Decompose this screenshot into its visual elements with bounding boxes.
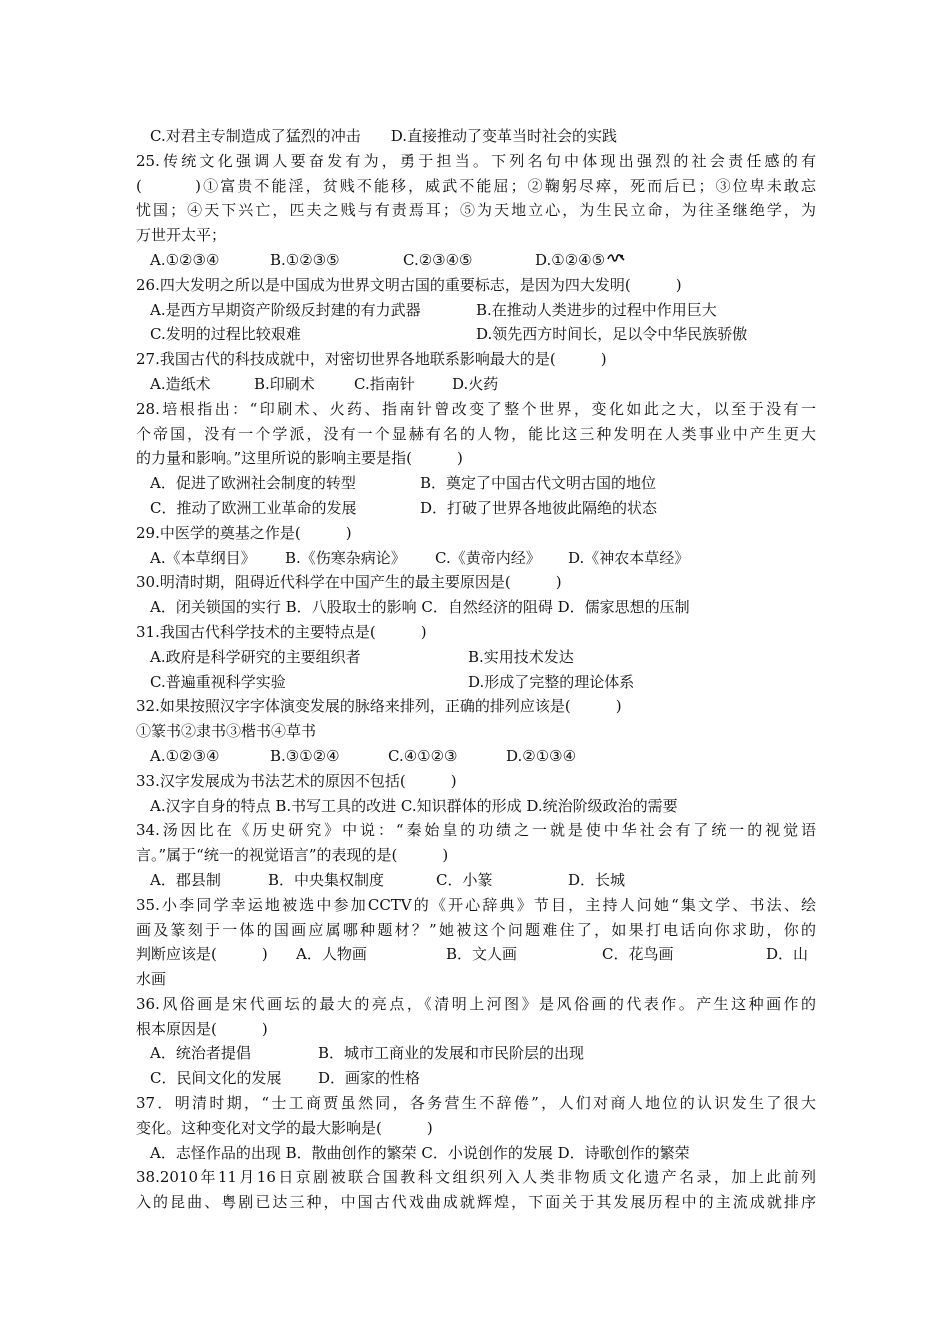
q35-option-a: A．人物画 xyxy=(296,945,367,964)
q26-option-a: A.是西方早期资产阶级反封建的有力武器 xyxy=(150,300,421,319)
q25-stem-4: 万世开太平； xyxy=(136,226,227,245)
q34-stem-2: 言。”属于“统一的视觉语言”的表现的是( ) xyxy=(136,846,449,865)
q32-stem: 32.如果按照汉字字体演变发展的脉络来排列，正确的排列应该是( ) xyxy=(136,697,622,716)
q32-option-c: C.④①②③ xyxy=(388,746,458,765)
q35-stem-4: 水画 xyxy=(136,970,167,989)
q24-option-d: D.直接推动了变革当时社会的实践 xyxy=(390,127,617,145)
q29-stem: 29.中医学的奠基之作是( ) xyxy=(136,523,352,542)
q37-stem-2: 变化。这种变化对文学的最大影响是( ) xyxy=(136,1118,433,1137)
q32-option-a: A.①②③④ xyxy=(150,746,220,765)
q35-stem-3 xyxy=(136,942,816,967)
q31-options-1 xyxy=(136,645,816,670)
q25-option-a: A.①②③④ xyxy=(150,250,220,269)
q36-options-2 xyxy=(136,1066,816,1091)
q35-option-d: D．山 xyxy=(766,945,809,964)
q34-option-c: C．小篆 xyxy=(436,870,493,889)
q28-stem-2: 个帝国，没有一个学派，没有一个显赫有名的人物，能比这三种发明在人类事业中产生更大 xyxy=(136,424,816,443)
q37-options: A．志怪作品的出现 B．散曲创作的繁荣 C．小说创作的发展 D．诗歌创作的繁荣 xyxy=(150,1143,690,1162)
q25-option-b: B.①②③⑤ xyxy=(270,250,340,269)
q28-stem-1: 28.培根指出：“印刷术、火药、指南针曾改变了整个世界，变化如此之大，以至于没有一 xyxy=(136,399,816,418)
q28-option-d: D．打破了世界各地彼此隔绝的状态 xyxy=(420,498,658,517)
q36-option-c: C．民间文化的发展 xyxy=(150,1069,282,1088)
q25-option-d: D.①②④⑤ xyxy=(535,250,606,269)
q25-options xyxy=(136,248,816,273)
exam-page xyxy=(136,124,816,1215)
q36-options-1 xyxy=(136,1041,816,1066)
q26-option-b: B.在推动人类进步的过程中作用巨大 xyxy=(476,300,717,319)
q27-options xyxy=(136,372,816,397)
q31-option-a: A.政府是科学研究的主要组织者 xyxy=(150,647,361,666)
q28-stem-3: 的力量和影响。”这里所说的影响主要是指( ) xyxy=(136,449,463,468)
q26-option-d: D.领先西方时间长，足以令中华民族骄傲 xyxy=(476,325,748,344)
q33-options: A.汉字自身的特点 B.书写工具的改进 C.知识群体的形成 D.统治阶级政治的需要 xyxy=(150,796,678,815)
q27-option-a: A.造纸术 xyxy=(150,374,211,393)
q36-option-a: A．统治者提倡 xyxy=(150,1044,251,1063)
q26-stem: 26.四大发明之所以是中国成为世界文明古国的重要标志，是因为四大发明( ) xyxy=(136,275,682,294)
q31-stem: 31.我国古代科学技术的主要特点是( ) xyxy=(136,622,427,641)
q36-stem-1: 36.风俗画是宋代画坛的最大的亮点，《清明上河图》是风俗画的代表作。产生这种画作的 xyxy=(136,994,816,1013)
q37-stem-1: 37．明清时期，“士工商贾虽然同，各务营生不辞倦”，人们对商人地位的认识发生了很大 xyxy=(136,1094,816,1113)
q25-stem-1: 25.传统文化强调人要奋发有为，勇于担当。下列名句中体现出强烈的社会责任感的有 xyxy=(136,151,816,170)
q27-stem: 27.我国古代的科技成就中，对密切世界各地联系影响最大的是( ) xyxy=(136,350,607,369)
q31-option-c: C.普遍重视科学实验 xyxy=(150,672,286,691)
q26-option-c: C.发明的过程比较艰难 xyxy=(150,325,301,344)
q29-option-a: A.《本草纲目》 xyxy=(150,548,256,567)
q31-option-b: B.实用技术发达 xyxy=(468,647,574,666)
q36-stem-2: 根本原因是( ) xyxy=(136,1019,268,1038)
q32-sequence: ①篆书②隶书③楷书④草书 xyxy=(136,722,317,741)
q30-options: A．闭关锁国的实行 B．八股取士的影响 C．自然经济的阻碍 D．儒家思想的压制 xyxy=(150,598,690,617)
q35-stem-1: 35.小李同学幸运地被选中参加CCTV的《开心辞典》节目，主持人问她“集文学、书法、绘 xyxy=(136,895,816,914)
q26-options-2 xyxy=(136,322,816,347)
q32-options xyxy=(136,744,816,769)
q24-option-c: C.对君主专制造成了猛烈的冲击 xyxy=(150,127,361,145)
q29-options xyxy=(136,546,816,571)
q28-option-a: A．促进了欧洲社会制度的转型 xyxy=(150,474,356,493)
q27-option-c: C.指南针 xyxy=(354,374,415,393)
q25-stem-2: ( )①富贵不能淫，贫贱不能移，威武不能屈；②鞠躬尽瘁，死而后已；③位卑未敢忘 xyxy=(136,176,816,195)
q35-answer-prompt: 判断应该是( ) xyxy=(136,945,268,964)
q29-option-c: C.《黄帝内经》 xyxy=(435,548,541,567)
q28-options-2 xyxy=(136,496,816,521)
q25-option-c: C.②③④⑤ xyxy=(403,250,473,269)
q28-options-1 xyxy=(136,471,816,496)
q33-stem: 33.汉字发展成为书法艺术的原因不包括( ) xyxy=(136,771,457,790)
q35-option-c: C．花鸟画 xyxy=(602,945,674,964)
q24-options-line xyxy=(136,124,816,149)
q27-option-b: B.印刷术 xyxy=(254,374,315,393)
q31-options-2 xyxy=(136,670,816,695)
q34-stem-1: 34.汤因比在《历史研究》中说：“秦始皇的功绩之一就是使中华社会有了统一的视觉语 xyxy=(136,821,816,840)
q28-option-b: B．奠定了中国古代文明古国的地位 xyxy=(420,474,657,493)
q35-option-b: B．文人画 xyxy=(446,945,518,964)
squiggle-icon xyxy=(607,248,625,273)
q35-stem-2: 画及篆刻于一体的国画应属哪种题材？”她被这个问题难住了，如果打电话向你求助，你的 xyxy=(136,920,816,939)
q38-stem-2: 入的昆曲、粤剧已达三种，中国古代戏曲成就辉煌，下面关于其发展历程中的主流成就排序 xyxy=(136,1193,816,1212)
q30-stem: 30.明清时期，阻碍近代科学在中国产生的最主要原因是( ) xyxy=(136,573,562,592)
q27-option-d: D.火药 xyxy=(452,374,499,393)
q36-option-b: B．城市工商业的发展和市民阶层的出现 xyxy=(318,1044,585,1063)
q34-option-a: A．郡县制 xyxy=(150,870,221,889)
q28-option-c: C．推动了欧洲工业革命的发展 xyxy=(150,498,357,517)
q31-option-d: D.形成了完整的理论体系 xyxy=(468,672,635,691)
q34-option-b: B．中央集权制度 xyxy=(268,870,385,889)
q34-options xyxy=(136,868,816,893)
q32-option-d: D.②①③④ xyxy=(506,746,577,765)
q36-option-d: D．画家的性格 xyxy=(318,1069,421,1088)
q38-stem-1: 38.2010年11月16日京剧被联合国教科文组织列入人类非物质文化遗产名录，加上此前列 xyxy=(136,1168,816,1187)
q25-stem-3: 忧国；④天下兴亡，匹夫之贱与有责焉耳；⑤为天地立心，为生民立命，为往圣继绝学，为 xyxy=(136,201,816,220)
q29-option-d: D.《神农本草经》 xyxy=(568,548,690,567)
q34-option-d: D．长城 xyxy=(568,870,626,889)
q29-option-b: B.《伤寒杂病论》 xyxy=(285,548,406,567)
q26-options-1 xyxy=(136,298,816,323)
q32-option-b: B.③①②④ xyxy=(270,746,340,765)
